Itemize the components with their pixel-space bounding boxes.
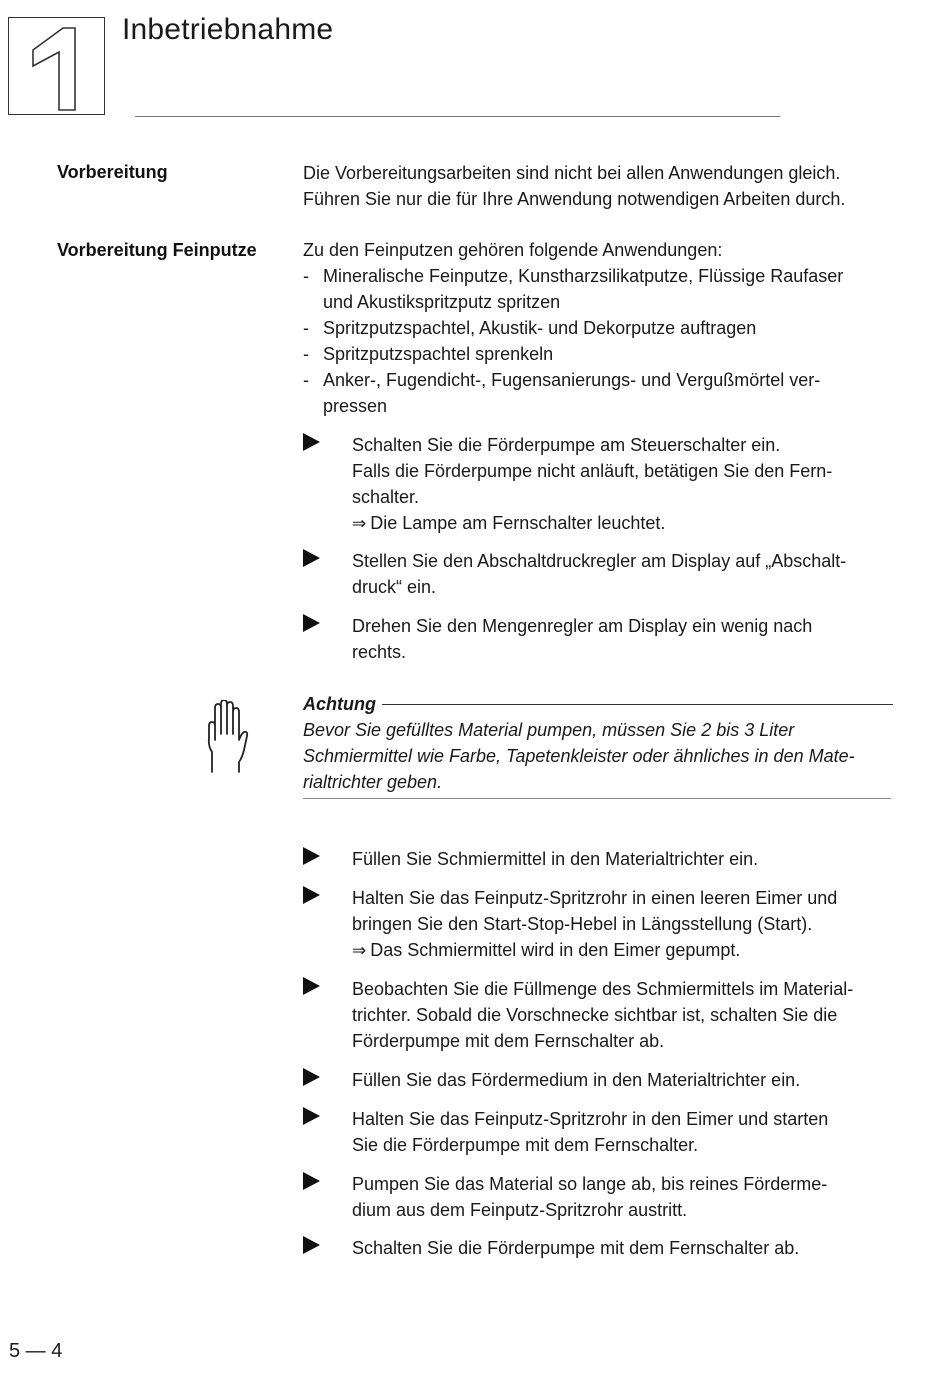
step-arrow-icon xyxy=(303,1068,320,1086)
instruction-step: Stellen Sie den Abschaltdruckregler am Display auf „Abschalt- druck“ ein. xyxy=(303,548,903,600)
step-arrow-icon xyxy=(303,614,320,632)
warning-box xyxy=(303,691,893,795)
text-line: Führen Sie nur die für Ihre Anwendung notwendigen Arbeiten durch. xyxy=(303,189,846,209)
list-item: - Mineralische Feinputze, Kunstharzsilikatputze, Flüssige Raufaser und Akustikspritzputz spritzen xyxy=(303,266,844,312)
list-item: - Spritzputzspachtel, Akustik- und Dekorputze auftragen xyxy=(303,318,757,338)
section-text-vorbereitung xyxy=(303,160,903,212)
chapter-number-box xyxy=(8,17,105,115)
warning-text: Bevor Sie gefülltes Material pumpen, müssen Sie 2 bis 3 Liter Schmiermittel wie Farbe, Tapetenkleister oder ähnliches in den Mate- rialtrichter geben. xyxy=(303,720,855,792)
instruction-step: Schalten Sie die Förderpumpe am Steuerschalter ein. Falls die Förderpumpe nicht anläuft, betätigen Sie den Fern- schalter. ⇒ Die Lampe am Fernschalter leuchtet. xyxy=(303,432,903,537)
header-divider xyxy=(135,116,780,117)
step-arrow-icon xyxy=(303,549,320,567)
page-number: 5 — 4 xyxy=(9,1340,63,1362)
step-arrow-icon xyxy=(303,1172,320,1190)
chapter-title: Inbetriebnahme xyxy=(122,13,334,46)
step-arrow-icon xyxy=(303,847,320,865)
intro-text: Zu den Feinputzen gehören folgende Anwendungen: xyxy=(303,240,723,260)
application-list xyxy=(303,263,903,419)
list-item: - Spritzputzspachtel sprenkeln xyxy=(303,344,554,364)
step-arrow-icon xyxy=(303,1107,320,1125)
step-result: ⇒ Die Lampe am Fernschalter leuchtet. xyxy=(352,513,666,533)
instruction-step: Halten Sie das Feinputz-Spritzrohr in den Eimer und starten Sie die Förderpumpe mit dem Fernschalter. xyxy=(303,1106,903,1158)
section-label-feinputze: Vorbereitung Feinputze xyxy=(57,240,257,260)
instruction-step: Beobachten Sie die Füllmenge des Schmiermittels im Material- trichter. Sobald die Vorschnecke sichtbar ist, schalten Sie die Förderpumpe mit dem Fernschalter ab. xyxy=(303,976,903,1054)
section-text-feinputze xyxy=(303,237,903,419)
step-result: ⇒ Das Schmiermittel wird in den Eimer gepumpt. xyxy=(352,940,741,960)
instruction-step: Halten Sie das Feinputz-Spritzrohr in einen leeren Eimer und bringen Sie den Start-Stop-Hebel in Längsstellung (Start). ⇒ Das Schmiermittel wird in den Eimer gepumpt. xyxy=(303,885,903,964)
step-arrow-icon xyxy=(303,1236,320,1254)
instruction-step: Füllen Sie das Fördermedium in den Materialtrichter ein. xyxy=(303,1067,903,1093)
hand-stop-icon xyxy=(206,700,252,776)
instruction-step: Füllen Sie Schmiermittel in den Materialtrichter ein. xyxy=(303,846,903,872)
section-label-vorbereitung: Vorbereitung xyxy=(57,162,168,182)
instruction-step: Pumpen Sie das Material so lange ab, bis reines Förderme- dium aus dem Feinputz-Spritzrohr austritt. xyxy=(303,1171,903,1223)
step-arrow-icon xyxy=(303,977,320,995)
instruction-step: Drehen Sie den Mengenregler am Display ein wenig nach rechts. xyxy=(303,613,903,665)
chapter-number-1-graphic xyxy=(9,18,106,116)
text-line: Die Vorbereitungsarbeiten sind nicht bei allen Anwendungen gleich. xyxy=(303,163,841,183)
warning-bottom-rule xyxy=(303,798,891,799)
result-arrow-icon: ⇒ xyxy=(352,941,367,960)
step-arrow-icon xyxy=(303,433,320,451)
result-arrow-icon: ⇒ xyxy=(352,514,367,533)
step-arrow-icon xyxy=(303,886,320,904)
list-item: - Anker-, Fugendicht-, Fugensanierungs- und Vergußmörtel ver- pressen xyxy=(303,370,821,416)
warning-heading: Achtung xyxy=(303,691,893,717)
instruction-step: Schalten Sie die Förderpumpe mit dem Fernschalter ab. xyxy=(303,1235,903,1261)
